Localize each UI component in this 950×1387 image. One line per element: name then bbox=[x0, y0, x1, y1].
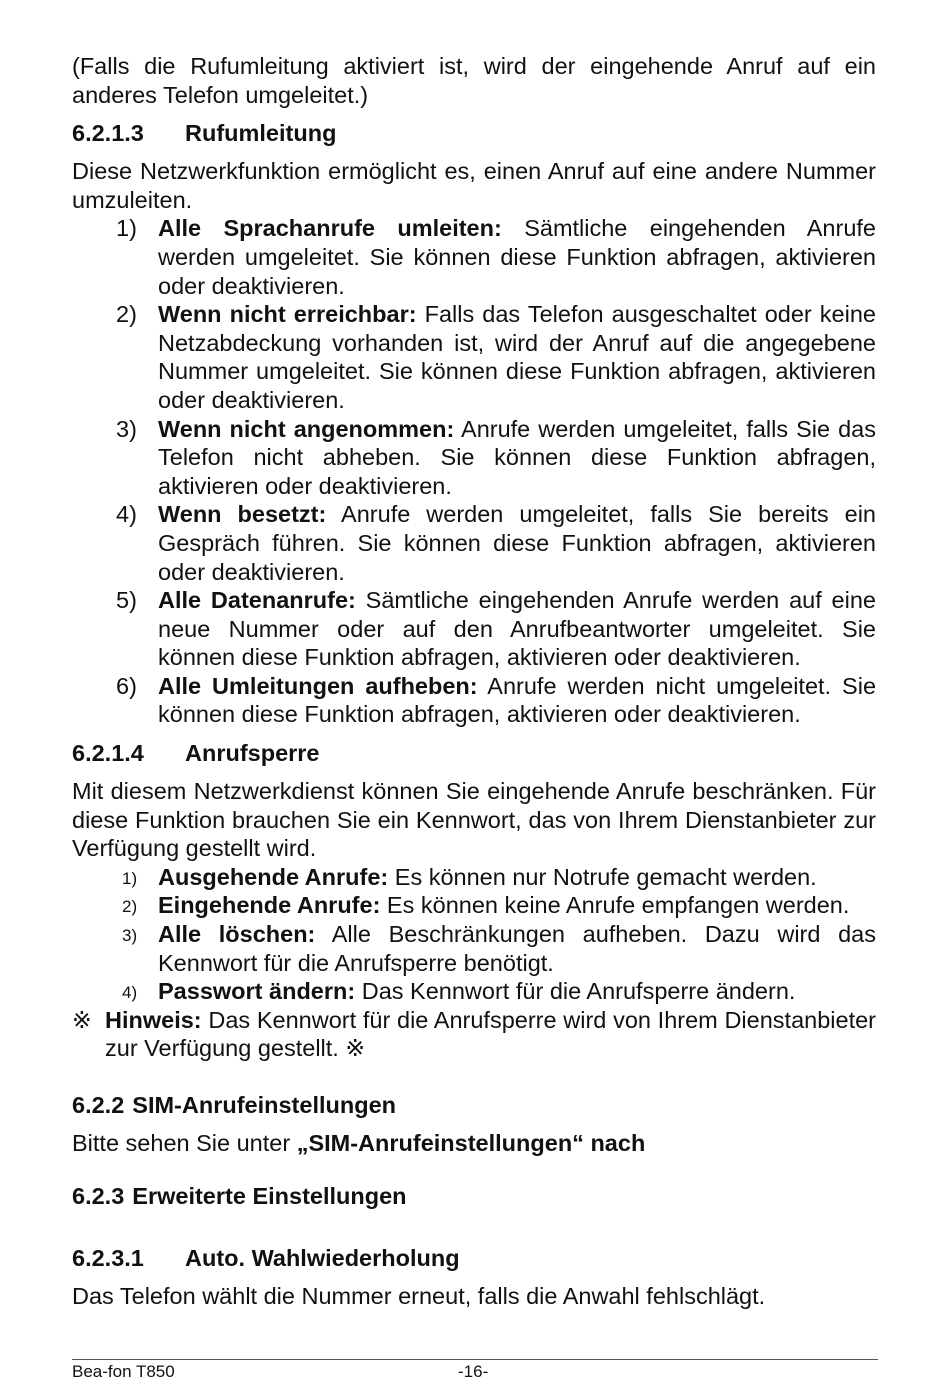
list-item bbox=[72, 214, 876, 300]
list-text: Anrufe werden umgeleitet, falls Sie das Telefon nicht abheben. Sie können diese Funktion abfragen, aktivieren oder deaktivieren. bbox=[158, 415, 876, 499]
heading-sim-anrufeinstellungen bbox=[72, 1091, 876, 1119]
heading-erweiterte-einstellungen bbox=[72, 1182, 876, 1210]
heading-title: Rufumleitung bbox=[185, 120, 337, 147]
list-item bbox=[72, 586, 876, 672]
list-text: Alle Beschränkungen aufheben. Dazu wird das Kennwort für die Anrufsperre benötigt. bbox=[158, 921, 876, 976]
heading-title: Auto. Wahlwiederholung bbox=[185, 1244, 460, 1271]
heading-auto-wahlwiederholung bbox=[72, 1244, 876, 1272]
list-number: 4) bbox=[122, 983, 138, 1003]
heading-number: 6.2.2 bbox=[72, 1092, 125, 1118]
list-item bbox=[72, 300, 876, 414]
list-text: Es können nur Notrufe gemacht werden. bbox=[388, 863, 817, 890]
list-item bbox=[72, 977, 876, 1006]
rufumleitung-list bbox=[72, 214, 876, 729]
list-item bbox=[72, 672, 876, 729]
list-number: 1) bbox=[122, 868, 138, 888]
list-number: 4) bbox=[116, 501, 137, 528]
list-text: Anrufe werden nicht umgeleitet. Sie können diese Funktion abfragen, aktivieren oder deaktivieren. bbox=[158, 672, 877, 728]
list-text: Anrufe werden umgeleitet, falls Sie bereits ein Gespräch führen. Sie können diese Funktion abfragen, aktivieren oder deaktivieren. bbox=[158, 501, 877, 585]
footer-model: Bea-fon T850 bbox=[72, 1362, 175, 1381]
sim-paragraph-reference: „SIM-Anrufeinstellungen“ nach bbox=[296, 1130, 646, 1156]
list-label: Eingehende Anrufe: bbox=[158, 892, 381, 919]
list-text: Es können keine Anrufe empfangen werden. bbox=[380, 892, 850, 919]
list-label: Alle Sprachanrufe umleiten: bbox=[158, 215, 502, 242]
list-number: 6) bbox=[116, 672, 137, 699]
heading-title: Anrufsperre bbox=[185, 740, 320, 767]
heading-number: 6.2.1.4 bbox=[72, 740, 144, 767]
anrufsperre-paragraph: Mit diesem Netzwerkdienst können Sie eingehende Anrufe beschränken. Für diese Funktion brauchen Sie ein Kennwort, das von Ihrem Dienstanbieter zur Verfügung gestellt wird. bbox=[72, 778, 876, 862]
list-label: Alle Umleitungen aufheben: bbox=[158, 672, 478, 699]
list-number: 2) bbox=[116, 301, 137, 328]
heading-title: SIM-Anrufeinstellungen bbox=[132, 1092, 397, 1118]
heading-number: 6.2.3.1 bbox=[72, 1244, 144, 1271]
hinweis-note bbox=[72, 1006, 876, 1063]
list-text: Sämtliche eingehenden Anrufe werden auf eine neue Nummer oder auf den Anrufbeantworter umgeleitet. Sie können diese Funktion abfragen, aktivieren oder deaktivieren. bbox=[158, 587, 876, 671]
heading-anrufsperre bbox=[72, 739, 876, 767]
wahlwiederholung-paragraph: Das Telefon wählt die Nummer erneut, falls die Anwahl fehlschlägt. bbox=[72, 1282, 766, 1309]
heading-rufumleitung bbox=[72, 119, 876, 147]
heading-number: 6.2.1.3 bbox=[72, 120, 144, 147]
heading-number: 6.2.3 bbox=[72, 1182, 125, 1209]
list-number: 2) bbox=[122, 897, 138, 917]
note-text: Das Kennwort für die Anrufsperre wird von Ihrem Dienstanbieter zur Verfügung gestellt. bbox=[105, 1006, 876, 1062]
note-end-mark: ※ bbox=[338, 1035, 366, 1062]
list-item bbox=[72, 415, 876, 501]
list-label: Wenn besetzt: bbox=[158, 501, 327, 528]
reference-mark-icon: ※ bbox=[72, 1006, 92, 1033]
list-text: Sämtliche eingehenden Anrufe werden umgeleitet. Sie können diese Funktion abfragen, aktivieren oder deaktivieren. bbox=[158, 215, 876, 299]
list-label: Passwort ändern: bbox=[158, 978, 356, 1005]
list-number: 1) bbox=[116, 215, 137, 242]
list-label: Alle Datenanrufe: bbox=[158, 587, 356, 614]
note-label: Hinweis: bbox=[105, 1006, 202, 1033]
sim-paragraph-prefix: Bitte sehen Sie unter bbox=[72, 1130, 297, 1156]
sim-paragraph bbox=[72, 1129, 876, 1158]
list-number: 3) bbox=[116, 415, 137, 442]
page-footer bbox=[72, 1359, 878, 1381]
heading-title: Erweiterte Einstellungen bbox=[132, 1182, 407, 1209]
list-number: 5) bbox=[116, 587, 137, 614]
list-item bbox=[72, 891, 876, 920]
list-label: Wenn nicht angenommen: bbox=[158, 415, 455, 442]
list-label: Alle löschen: bbox=[158, 921, 316, 948]
list-text: Falls das Telefon ausgeschaltet oder keine Netzabdeckung vorhanden ist, wird der Anruf auf die angegebene Nummer umgeleitet. Sie können diese Funktion abfragen, aktivieren oder deaktivieren. bbox=[158, 301, 876, 413]
anrufsperre-list bbox=[72, 863, 876, 1006]
rufumleitung-paragraph: Diese Netzwerkfunktion ermöglicht es, einen Anruf auf eine andere Nummer umzuleiten. bbox=[72, 158, 876, 213]
list-item bbox=[72, 863, 876, 892]
list-item bbox=[72, 920, 876, 977]
list-text: Das Kennwort für die Anrufsperre ändern. bbox=[355, 978, 796, 1005]
page-content bbox=[72, 52, 876, 1316]
footer-page-number: -16- bbox=[458, 1362, 489, 1381]
list-label: Wenn nicht erreichbar: bbox=[158, 301, 417, 328]
list-item bbox=[72, 500, 876, 586]
list-number: 3) bbox=[122, 926, 138, 946]
intro-paragraph: (Falls die Rufumleitung aktiviert ist, wird der eingehende Anruf auf ein anderes Telefon umgeleitet.) bbox=[72, 53, 876, 108]
list-label: Ausgehende Anrufe: bbox=[158, 863, 389, 890]
